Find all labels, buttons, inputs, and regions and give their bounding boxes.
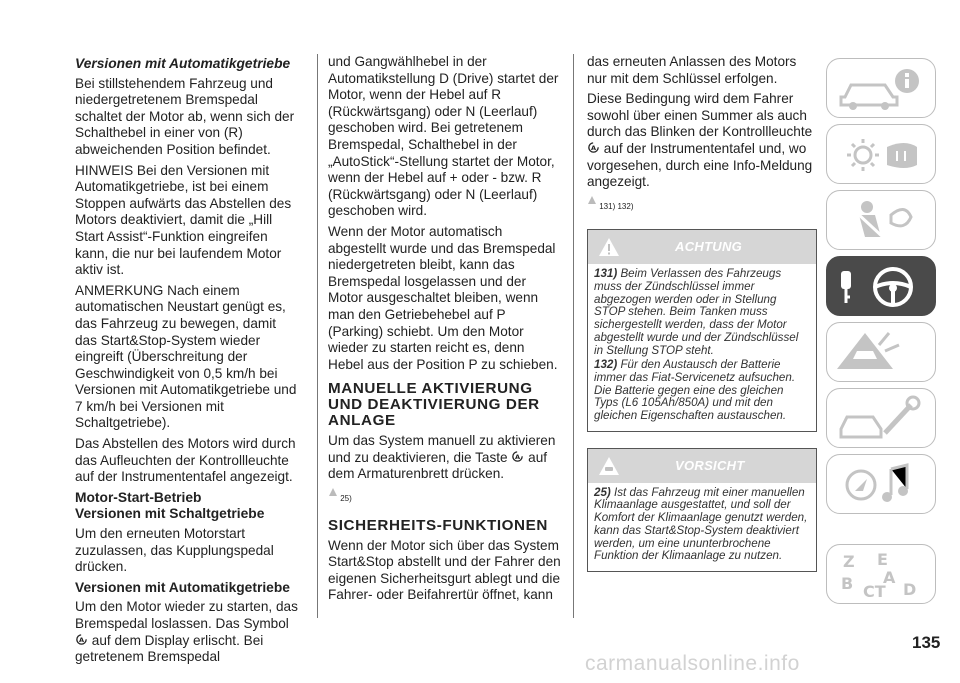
tab-emergency[interactable] (826, 388, 936, 448)
music-nav-icon (827, 455, 935, 513)
svg-text:B: B (841, 574, 854, 593)
vorsicht-box (587, 448, 817, 572)
paragraph: Um den erneuten Motorstart zuzulassen, das Kupplungspedal drücken. (75, 526, 274, 575)
achtung-title: ACHTUNG (675, 239, 743, 255)
paragraph: Das Abstellen des Motors wird durch das Aufleuchten der Kontrollleuchte auf der Instrumententafel angezeigt. (75, 436, 296, 485)
svg-text:CT: CT (863, 582, 886, 601)
achtung-header (588, 230, 816, 264)
svg-text:Z: Z (843, 552, 855, 571)
svg-text:A: A (883, 568, 896, 587)
text: Diese Bedingung wird dem Fahrer sowohl über einen Summer als auch durch das Blinken der Kontrollleuchte (587, 91, 813, 140)
note-25 (594, 487, 810, 563)
svg-text:A: A (590, 143, 597, 152)
tab-lights[interactable] (826, 124, 936, 184)
reference-line (328, 487, 561, 508)
tab-starting-driving[interactable] (826, 256, 936, 316)
paragraph (587, 91, 817, 191)
info-car-icon (827, 59, 935, 117)
heading-manual-versions: Versionen mit Schaltgetriebe (75, 506, 265, 522)
svg-text:E: E (877, 550, 888, 569)
start-stop-button-icon (511, 450, 524, 463)
heading-automatic: Versionen mit Automatikgetriebe (75, 56, 291, 71)
paragraph: und Gangwählhebel in der Automatikstellung D (Drive) startet der Motor, wenn der Hebel auf R (Rückwärtsgang) oder N (Leerlauf) geschoben wird. Bei getretenem Bremspedal, Schalthebel in der „AutoStick“-Stellung startet der Motor, wenn der Hebel auf + oder - bzw. R (Rückwärtsgang) oder N (Leerlauf) geschoben wird. (328, 54, 559, 219)
watermark[interactable]: carmanualsonline.info (585, 652, 800, 675)
note-number: 131) (594, 267, 618, 281)
tab-multimedia[interactable] (826, 454, 936, 514)
heading-safety-functions: SICHERHEITS-FUNKTIONEN (328, 516, 548, 534)
lights-icon (827, 125, 935, 183)
note-number: 25) (594, 485, 611, 499)
column-divider (573, 54, 574, 618)
heading-motor-start: Motor-Start-Betrieb (75, 489, 202, 505)
tab-safety[interactable] (826, 190, 936, 250)
text: auf der Instrumententafel und, wo vorgesehen, durch eine Info-Meldung angezeigt. (587, 140, 813, 190)
achtung-body (588, 264, 816, 430)
column-1 (75, 54, 300, 670)
caution-triangle-icon (328, 487, 338, 497)
airbag-seatbelt-icon (827, 191, 935, 249)
column-2 (328, 54, 561, 608)
vorsicht-body (588, 483, 816, 571)
warning-car-icon (827, 323, 935, 381)
paragraph (75, 599, 300, 665)
achtung-box (587, 229, 817, 431)
text: auf dem Armaturenbrett drücken. (328, 449, 548, 482)
svg-text:A: A (78, 635, 85, 644)
reference-25: 25) (340, 494, 352, 504)
alphabet-index-icon (827, 545, 935, 603)
paragraph: Wenn der Motor automatisch abgestellt wurde und das Bremspedal niedergetreten bleibt, kann das Bremspedal losgelassen und der Motor ausgeschaltet bleiben, wenn man den Getriebehebel auf P (Parking) schiebt. Um den Motor wieder zu starten reicht es, denn Hebel aus der Position P zu schieben. (328, 223, 558, 372)
paragraph (328, 433, 561, 483)
note-number: 132) (594, 358, 618, 372)
key-steering-wheel-icon (827, 257, 935, 315)
note-text: Ist das Fahrzeug mit einer manuellen Klimaanlage ausgestattet, und soll der Komfort der Klimaanlage genutzt werden, kann das Start&Stop-System deaktiviert werden, um eine ununterbrochene Funktion der Klimaanlage zu nutzen. (594, 485, 808, 563)
column-divider (317, 54, 318, 618)
column-3 (587, 54, 817, 572)
text: Um das System manuell zu aktivieren und zu deaktivieren, die Taste (328, 433, 556, 465)
reference-line (587, 195, 817, 216)
paragraph: das erneuten Anlassen des Motors nur mit dem Schlüssel erfolgen. (587, 54, 797, 86)
paragraph: Wenn der Motor sich über das System Start&Stop abstellt und der Fahrer den eigenen Sicherheitsgurt ablegt und die Fahrer- oder Beifahrertür öffnet, kann (328, 537, 561, 603)
page-number: 135 (912, 633, 941, 652)
tab-info[interactable] (826, 58, 936, 118)
svg-text:D: D (903, 580, 917, 599)
heading-automatic-2: Versionen mit Automatikgetriebe (75, 579, 290, 595)
vorsicht-title: VORSICHT (675, 457, 745, 473)
heading-manual-activation: MANUELLE AKTIVIERUNG UND DEAKTIVIERUNG DER ANLAGE (328, 380, 540, 430)
note-131 (594, 268, 810, 357)
tab-index[interactable] (826, 544, 936, 604)
start-stop-warning-icon (587, 141, 600, 154)
vorsicht-header (588, 449, 816, 483)
wrench-car-icon (827, 389, 935, 447)
references: 131) 132) (599, 201, 634, 211)
text: Um den Motor wieder zu starten, das Bremspedal loslassen. Das Symbol (75, 599, 298, 631)
caution-triangle-icon (598, 456, 620, 476)
note-132 (594, 359, 810, 423)
text: auf dem Display erlischt. Bei getretenem Bremspedal (75, 632, 264, 665)
warning-triangle-icon (598, 237, 620, 257)
paragraph: HINWEIS Bei den Versionen mit Automatikgetriebe, ist bei einem Stoppen aufwärts das Abstellen des Motors deaktiviert, damit die „Hill Start Assist“-Funktion eingreifen kann, die nur bei laufendem Motor aktiv ist. (75, 162, 292, 278)
note-text: Für den Austausch der Batterie immer das Fiat-Servicenetz aufsuchen. Die Batterie gegen eine des gleichen Typs (L6 105Ah/850A) und mit den gleichen Eigenschaften austauschen. (594, 358, 796, 423)
svg-text:A: A (515, 452, 521, 461)
start-stop-symbol-icon (75, 633, 88, 646)
paragraph: Bei stillstehendem Fahrzeug und niedergetretenem Bremspedal schaltet der Motor ab, wenn sich der Schalthebel in einer von (R) abweichenden Position befindet. (75, 75, 295, 157)
note-text: Beim Verlassen des Fahrzeugs muss der Zündschlüssel immer abgezogen werden oder in Stellung STOP stehen. Beim Tanken muss sichergestellt werden, dass der Motor abgestellt wurde und der Zündschlüssel in Stellung STOP steht. (594, 267, 799, 357)
paragraph: ANMERKUNG Nach einem automatischen Neustart genügt es, das Fahrzeug zu bewegen, damit das Start&Stop-System wieder eingreift (Überschreitung der Geschwindigkeit von 0,5 km/h bei Versionen mit Automatikgetriebe und 7 km/h bei Versionen mit Schaltgetriebe). (75, 282, 297, 431)
tab-warnings[interactable] (826, 322, 936, 382)
warning-triangle-icon (587, 195, 597, 205)
